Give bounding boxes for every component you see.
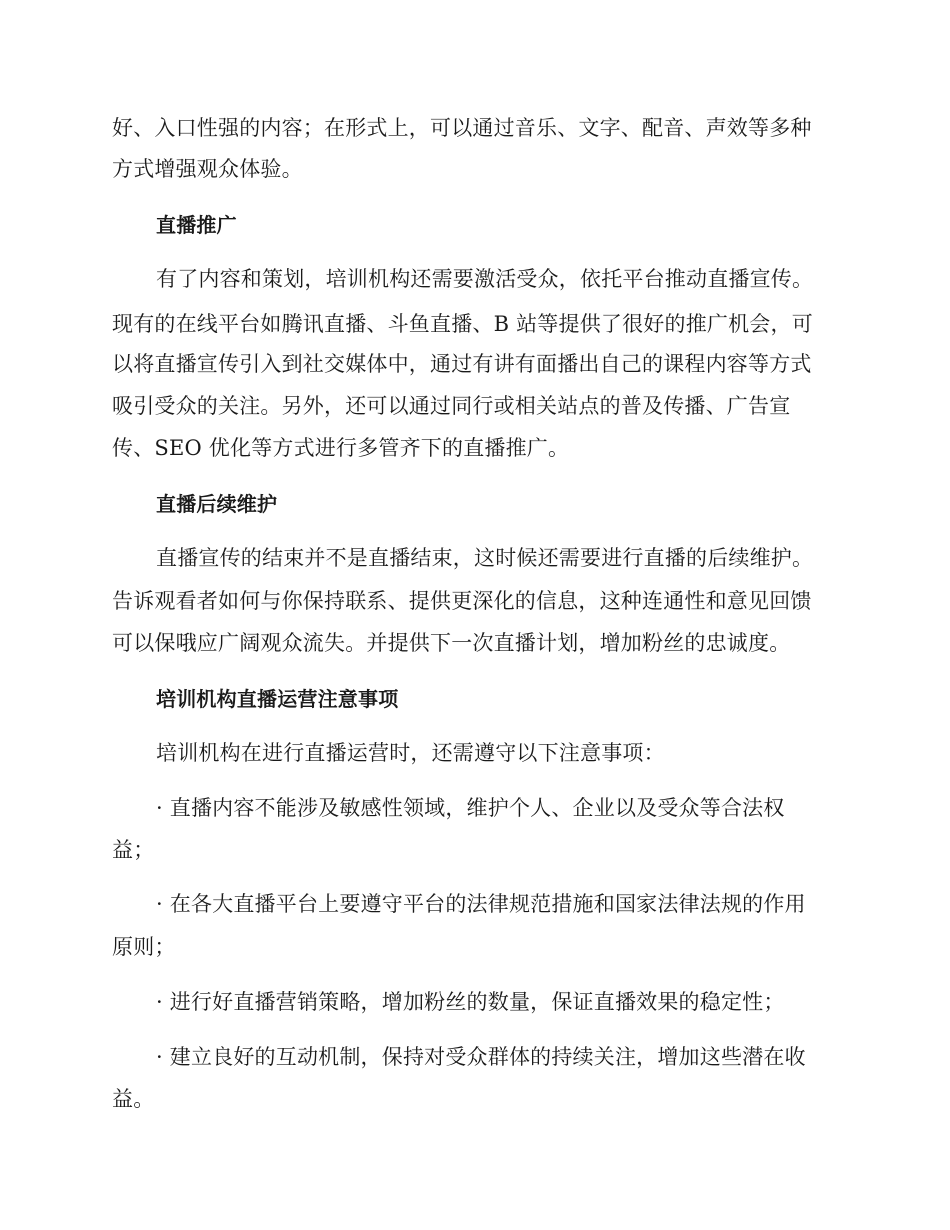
bullet-item-line: 益。 xyxy=(112,1087,155,1111)
paragraph-line: 可以保哦应广阔观众流失。并提供下一次直播计划，增加粉丝的忠诚度。 xyxy=(112,631,791,655)
section-heading-followup: 直播后续维护 xyxy=(156,492,278,516)
paragraph-line: 传、SEO 优化等方式进行多管齐下的直播推广。 xyxy=(112,436,570,460)
section-heading-promotion: 直播推广 xyxy=(156,213,237,237)
paragraph-line: 好、入口性强的内容；在形式上，可以通过音乐、文字、配音、声效等多种 xyxy=(112,116,812,140)
bullet-item-line: 原则； xyxy=(112,935,176,959)
paragraph-line: 培训机构在进行直播运营时，还需遵守以下注意事项： xyxy=(156,741,665,765)
bullet-item-line: 益； xyxy=(112,838,155,862)
bullet-item-line: · 直播内容不能涉及敏感性领域，维护个人、企业以及受众等合法权 xyxy=(156,796,785,820)
paragraph-line: 吸引受众的关注。另外，还可以通过同行或相关站点的普及传播、广告宣 xyxy=(112,394,791,418)
bullet-item-line: · 进行好直播营销策略，增加粉丝的数量，保证直播效果的稳定性； xyxy=(156,990,785,1014)
paragraph-line: 现有的在线平台如腾讯直播、斗鱼直播、B 站等提供了很好的推广机会，可 xyxy=(112,312,813,336)
bullet-item-line: · 在各大直播平台上要遵守平台的法律规范措施和国家法律法规的作用 xyxy=(156,892,806,916)
section-heading-notes: 培训机构直播运营注意事项 xyxy=(156,687,399,711)
paragraph-line: 方式增强观众体验。 xyxy=(112,157,303,181)
paragraph-line: 告诉观看者如何与你保持联系、提供更深化的信息，这种连通性和意见回馈 xyxy=(112,589,812,613)
paragraph-line: 以将直播宣传引入到社交媒体中，通过有讲有面播出自己的课程内容等方式 xyxy=(112,352,812,376)
paragraph-line: 直播宣传的结束并不是直播结束，这时候还需要进行直播的后续维护。 xyxy=(156,546,814,570)
paragraph-line: 有了内容和策划，培训机构还需要激活受众，依托平台推动直播宣传。 xyxy=(156,267,814,291)
bullet-item-line: · 建立良好的互动机制，保持对受众群体的持续关注，增加这些潜在收 xyxy=(156,1045,806,1069)
